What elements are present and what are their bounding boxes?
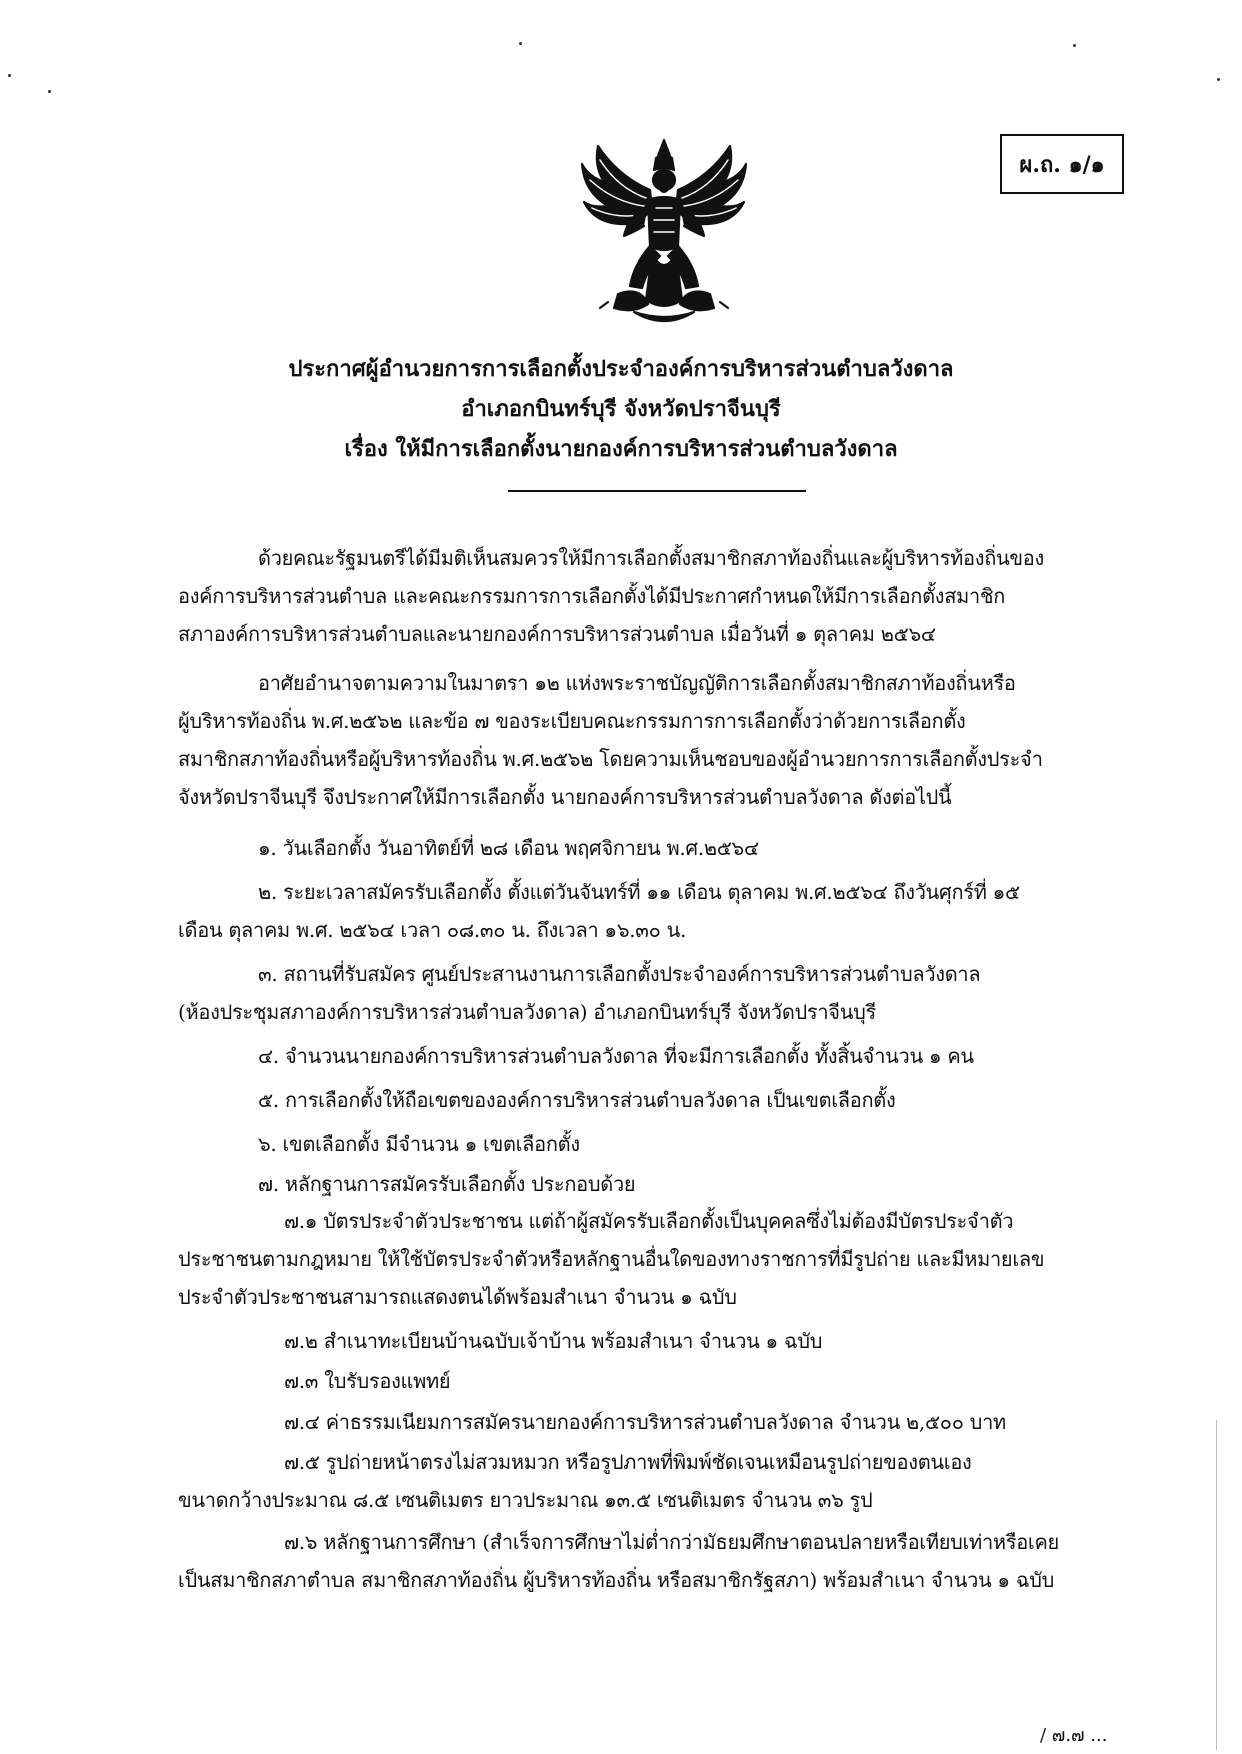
scan-speck [519,42,522,45]
paragraph-2-line: จังหวัดปราจีนบุรี จึงประกาศให้มีการเลือกตั้ง นายกองค์การบริหารส่วนตำบลวังดาล ดังต่อไปนี้ [178,785,952,809]
title-line-3: เรื่อง ให้มีการเลือกตั้งนายกองค์การบริหารส่วนตำบลวังดาล [344,436,898,462]
item-7-1-line: ประจำตัวประชาชนสามารถแสดงตนได้พร้อมสำเนา จำนวน ๑ ฉบับ [178,1285,737,1309]
paragraph-1-line: ด้วยคณะรัฐมนตรีได้มีมติเห็นสมควรให้มีการเลือกตั้งสมาชิกสภาท้องถิ่นและผู้บริหารท้องถิ่นของ [258,546,1044,570]
title-line-2: อำเภอกบินทร์บุรี จังหวัดปราจีนบุรี [461,396,781,422]
paragraph-1-line: สภาองค์การบริหารส่วนตำบลและนายกองค์การบริหารส่วนตำบล เมื่อวันที่ ๑ ตุลาคม ๒๕๖๔ [178,622,936,646]
item-5: ๕. การเลือกตั้งให้ถือเขตขององค์การบริหารส่วนตำบลวังดาล เป็นเขตเลือกตั้ง [258,1088,896,1112]
scan-speck [1217,78,1220,81]
item-1: ๑. วันเลือกตั้ง วันอาทิตย์ที่ ๒๘ เดือน พฤศจิกายน พ.ศ.๒๕๖๔ [258,836,759,860]
item-6: ๖. เขตเลือกตั้ง มีจำนวน ๑ เขตเลือกตั้ง [258,1132,580,1156]
paragraph-2-line: สมาชิกสภาท้องถิ่นหรือผู้บริหารท้องถิ่น พ.ศ.๒๕๖๒ โดยความเห็นชอบของผู้อำนวยการการเลือกตั้งประจำ [178,747,1043,771]
form-code-box: ผ.ถ. ๑/๑ [1000,134,1124,194]
item-7-1-line: ๗.๑ บัตรประจำตัวประชาชน แต่ถ้าผู้สมัครรับเลือกตั้งเป็นบุคคลซึ่งไม่ต้องมีบัตรประจำตัว [284,1209,1014,1233]
title-line-1: ประกาศผู้อำนวยการการเลือกตั้งประจำองค์การบริหารส่วนตำบลวังดาล [288,356,954,382]
continuation-marker: / ๗.๗ ... [1040,1725,1108,1746]
item-7: ๗. หลักฐานการสมัครรับเลือกตั้ง ประกอบด้วย [258,1172,636,1196]
item-7-6-line: เป็นสมาชิกสภาตำบล สมาชิกสภาท้องถิ่น ผู้บริหารท้องถิ่น หรือสมาชิกรัฐสภา) พร้อมสำเนา จำนวน ๑ ฉบับ [178,1568,1054,1592]
scan-edge-line [1216,1420,1217,1750]
item-3-line: (ห้องประชุมสภาองค์การบริหารส่วนตำบลวังดาล) อำเภอกบินทร์บุรี จังหวัดปราจีนบุรี [178,1000,876,1024]
title-divider [508,490,806,492]
scan-speck [1073,44,1076,47]
scan-speck [48,90,51,93]
item-7-3: ๗.๓ ใบรับรองแพทย์ [284,1369,451,1393]
paragraph-2-line: ผู้บริหารท้องถิ่น พ.ศ.๒๕๖๒ และข้อ ๗ ของระเบียบคณะกรรมการการเลือกตั้งว่าด้วยการเลือกตั้ง [178,709,966,733]
item-4: ๔. จำนวนนายกองค์การบริหารส่วนตำบลวังดาล ที่จะมีการเลือกตั้ง ทั้งสิ้นจำนวน ๑ คน [258,1044,974,1068]
item-2-line: ๒. ระยะเวลาสมัครรับเลือกตั้ง ตั้งแต่วันจันทร์ที่ ๑๑ เดือน ตุลาคม พ.ศ.๒๕๖๔ ถึงวันศุกร์ที่ ๑๕ [258,880,1020,904]
item-7-6-line: ๗.๖ หลักฐานการศึกษา (สำเร็จการศึกษาไม่ต่ำกว่ามัธยมศึกษาตอนปลายหรือเทียบเท่าหรือเคย [284,1530,1059,1554]
item-7-4: ๗.๔ ค่าธรรมเนียมการสมัครนายกองค์การบริหารส่วนตำบลวังดาล จำนวน ๒,๕๐๐ บาท [284,1410,1006,1434]
item-2-line: เดือน ตุลาคม พ.ศ. ๒๕๖๔ เวลา ๐๘.๓๐ น. ถึงเวลา ๑๖.๓๐ น. [178,918,687,942]
item-7-5-line: ๗.๕ รูปถ่ายหน้าตรงไม่สวมหมวก หรือรูปภาพที่พิมพ์ชัดเจนเหมือนรูปถ่ายของตนเอง [284,1450,972,1474]
scan-speck [8,74,11,77]
paragraph-2-line: อาศัยอำนาจตามความในมาตรา ๑๒ แห่งพระราชบัญญัติการเลือกตั้งสมาชิกสภาท้องถิ่นหรือ [258,671,1016,695]
item-7-1-line: ประชาชนตามกฎหมาย ให้ใช้บัตรประจำตัวหรือหลักฐานอื่นใดของทางราชการที่มีรูปถ่าย และมีหมายเลข [178,1247,1045,1271]
item-7-5-line: ขนาดกว้างประมาณ ๘.๕ เซนติเมตร ยาวประมาณ ๑๓.๕ เซนติเมตร จำนวน ๓๖ รูป [178,1488,873,1512]
item-3-line: ๓. สถานที่รับสมัคร ศูนย์ประสานงานการเลือกตั้งประจำองค์การบริหารส่วนตำบลวังดาล [258,962,981,986]
paragraph-1-line: องค์การบริหารส่วนตำบล และคณะกรรมการการเลือกตั้งได้มีประกาศกำหนดให้มีการเลือกตั้งสมาชิก [178,584,1006,608]
item-7-2: ๗.๒ สำเนาทะเบียนบ้านฉบับเจ้าบ้าน พร้อมสำเนา จำนวน ๑ ฉบับ [284,1329,823,1353]
garuda-emblem-icon [578,136,750,330]
